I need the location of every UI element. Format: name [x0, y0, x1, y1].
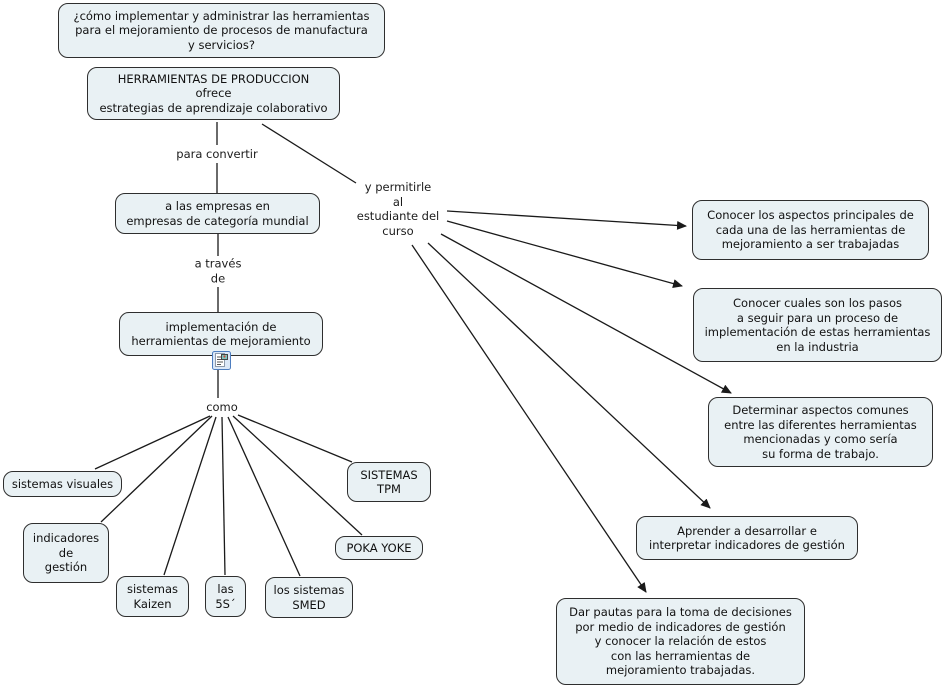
connector-arrow-line — [428, 243, 710, 508]
concept-node-focus-question[interactable]: ¿cómo implementar y administrar las herramientas para el mejoramiento de procesos de manufactura y servicios? — [58, 3, 385, 58]
concept-node-implementacion-herramientas[interactable]: implementación de herramientas de mejoramiento — [119, 312, 323, 356]
connector-line — [164, 417, 216, 575]
connector-line — [101, 416, 212, 522]
concept-node-herramientas-produccion[interactable]: HERRAMIENTAS DE PRODUCCION ofrece estrategias de aprendizaje colaborativo — [87, 67, 340, 120]
concept-node-conocer-pasos[interactable]: Conocer cuales son los pasos a seguir para un proceso de implementación de estas herramientas en la industria — [693, 288, 942, 362]
concept-node-conocer-aspectos[interactable]: Conocer los aspectos principales de cada una de las herramientas de mejoramiento a ser trabajadas — [692, 200, 929, 260]
linking-phrase-para-convertir[interactable]: para convertir — [176, 146, 258, 161]
connector-arrow-line — [447, 221, 682, 286]
connector-arrow-line — [447, 211, 686, 226]
connector-line — [222, 417, 225, 575]
concept-node-dar-pautas[interactable]: Dar pautas para la toma de decisiones por medio de indicadores de gestión y conocer la relación de estos con las herramientas de mejoramiento trabajadas. — [556, 598, 805, 685]
linking-phrase-y-permitirle[interactable]: y permitirle al estudiante del curso — [356, 180, 440, 238]
linking-phrase-como[interactable]: como — [206, 399, 238, 414]
linking-phrase-a-traves-de[interactable]: a través de — [194, 256, 242, 285]
connector-line — [238, 415, 352, 462]
connector-line — [95, 416, 210, 469]
connector-arrow-line — [441, 234, 731, 393]
concept-node-sistemas-smed[interactable]: los sistemas SMED — [265, 577, 353, 618]
connector-arrow-line — [412, 245, 646, 592]
resource-link-icon[interactable] — [212, 351, 231, 370]
concept-node-sistemas-tpm[interactable]: SISTEMAS TPM — [347, 462, 431, 502]
concept-node-empresas-categoria-mundial[interactable]: a las empresas en empresas de categoría mundial — [115, 193, 320, 234]
concept-node-las-5s[interactable]: las 5S´ — [205, 576, 246, 617]
concept-node-sistemas-kaizen[interactable]: sistemas Kaizen — [116, 576, 189, 617]
concept-node-poka-yoke[interactable]: POKA YOKE — [335, 536, 423, 560]
connector-line — [228, 417, 300, 576]
concept-node-sistemas-visuales[interactable]: sistemas visuales — [3, 471, 122, 497]
concept-node-determinar-aspectos[interactable]: Determinar aspectos comunes entre las diferentes herramientas mencionadas y como sería su forma de trabajo. — [708, 397, 933, 467]
connector-line — [262, 124, 356, 183]
concept-node-indicadores-gestion[interactable]: indicadores de gestión — [23, 523, 109, 583]
connector-line — [233, 416, 362, 535]
concept-node-aprender-indicadores[interactable]: Aprender a desarrollar e interpretar indicadores de gestión — [636, 516, 858, 560]
